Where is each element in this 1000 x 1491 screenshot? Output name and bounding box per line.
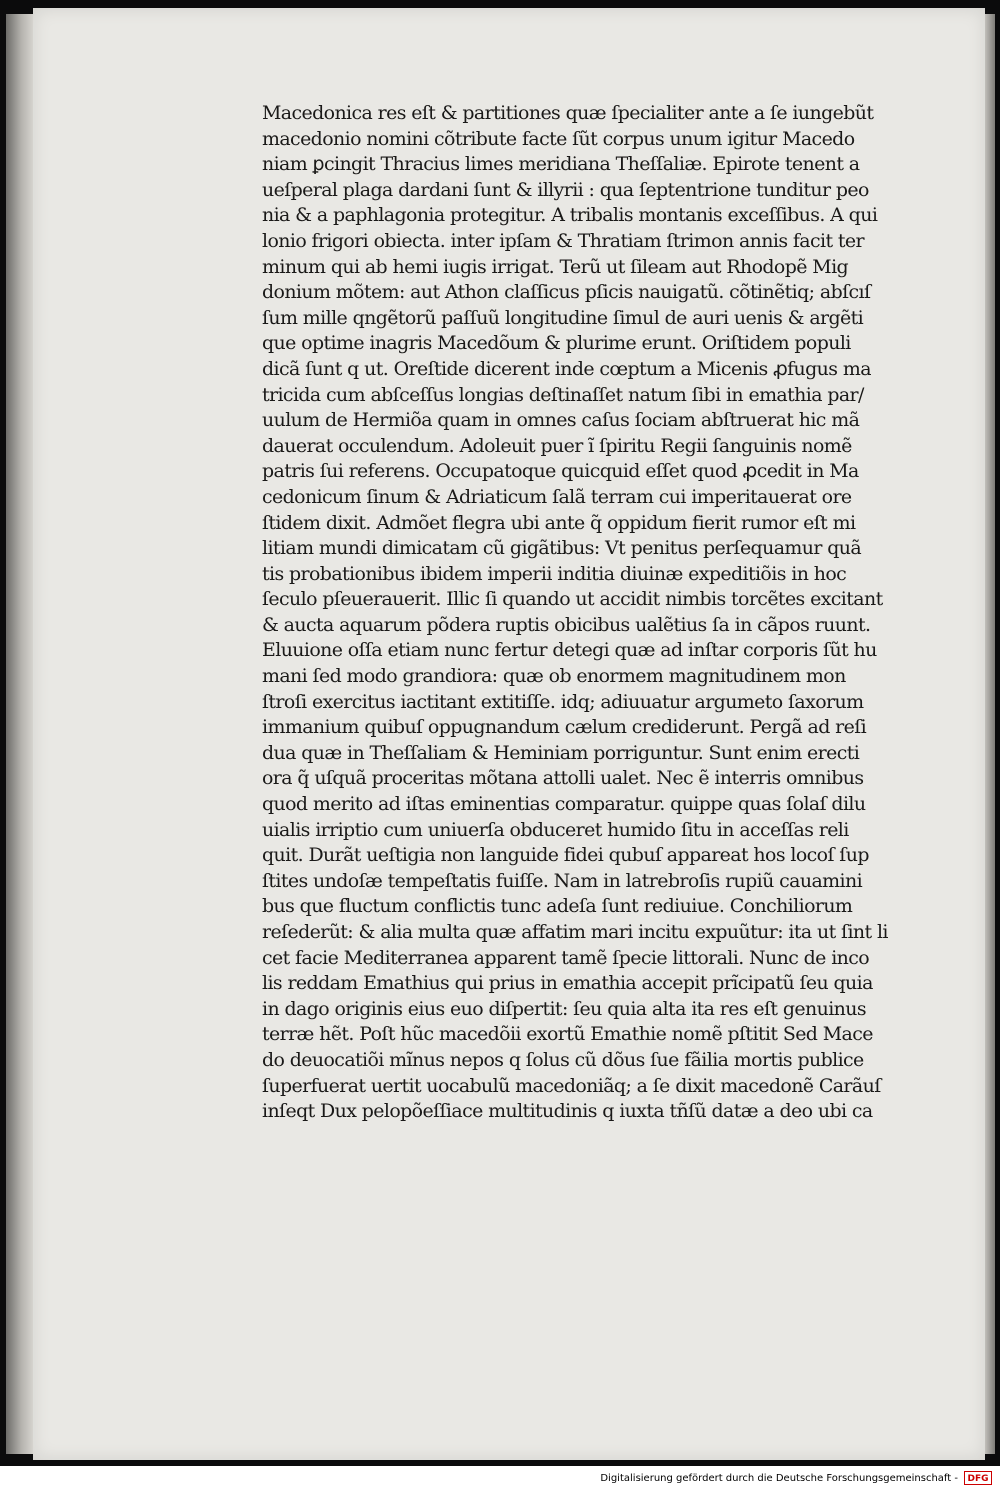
text-line: inſeqt Dux pelopõeſſiace multitudinis q iuxta tñſũ datæ a deo ubi ca bbox=[262, 1100, 873, 1123]
text-line: bus que fluctum conflictis tunc adeſa ſunt rediuiue. Conchiliorum bbox=[262, 895, 853, 918]
text-line: ueſperal plaga dardani ſunt & illyrii : qua ſeptentrione tunditur peo bbox=[262, 178, 869, 201]
text-line: ſuperfuerat uertit uocabulũ macedoniãq; a ſe dixit macedonẽ Carãuſ bbox=[262, 1074, 881, 1097]
text-line: ſtidem dixit. Admõet flegra ubi ante q̃ oppidum fierit rumor eſt mi bbox=[262, 511, 856, 534]
text-line: mani ſed modo grandiora: quæ ob enormem magnitudinem mon bbox=[262, 665, 846, 688]
dfg-logo-icon[interactable]: DFG bbox=[964, 1471, 992, 1485]
text-line: lis reddam Emathius qui prius in emathia accepit prĩcipatũ ſeu quia bbox=[262, 972, 873, 995]
text-line: cedonicum ſinum & Adriaticum ſalã terram cui imperitauerat ore bbox=[262, 485, 852, 508]
text-line: donium mõtem: aut Athon claſſicus pſicis nauigatũ. cõtinẽtiq; abſcıſ bbox=[262, 281, 871, 304]
text-line: reſederũt: & alia multa quæ affatim mari incitu expuũtur: ita ut ſint li bbox=[262, 921, 888, 943]
text-line: lonio frigori obiecta. inter ipſam & Thratiam ſtrimon annis facit ter bbox=[262, 229, 864, 252]
text-line: immanium quibuſ oppugnandum cælum crediderunt. Pergã ad reſi bbox=[262, 716, 867, 739]
text-line: Eluuione oſſa etiam nunc fertur detegi quæ ad inſtar corporis ſũt hu bbox=[262, 639, 877, 662]
text-line: dicã ſunt q ut. Oreſtide dicerent inde cœptum a Micenis ꝓfugus ma bbox=[262, 357, 871, 380]
text-line: ſtroſi exercitus iactitant extitiſſe. idq; adiuuatur argumeto ſaxorum bbox=[262, 690, 864, 713]
text-line: que optime inagris Macedõum & plurime erunt. Oriſtidem populi bbox=[262, 332, 851, 355]
page-edge-left bbox=[6, 14, 34, 1454]
footer-credit: Digitalisierung gefördert durch die Deutsche Forschungsgemeinschaft - bbox=[600, 1473, 958, 1484]
text-line: niam ꝑcingit Thracius limes meridiana Theſſaliæ. Epirote tenent a bbox=[262, 153, 860, 176]
text-line: ſtites undoſæ tempeſtatis fuiſſe. Nam in latrebroſis rupiũ cauamini bbox=[262, 869, 863, 892]
text-line: uialis irriptio cum uniuerſa obduceret humido ſitu in acceſſas reli bbox=[262, 818, 849, 841]
text-line: litiam mundi dimicatam cũ gigãtibus: Vt penitus perſequamur quã bbox=[262, 537, 862, 560]
text-line: tricida cum abſceſſus longias deſtinaſſet natum ſibi in emathia par/ bbox=[262, 383, 864, 406]
text-line: patris ſui referens. Occupatoque quicquid eſſet quod ꝓcedit in Ma bbox=[262, 460, 859, 483]
text-line: ſum mille qngẽtorũ paſſuũ longitudine ſimul de auri uenis & argẽti bbox=[262, 306, 864, 329]
text-line: uulum de Hermiõa quam in omnes caſus ſociam abſtruerat hic mã bbox=[262, 409, 860, 432]
text-line: Macedonica res eſt & partitiones quæ ſpecialiter ante a ſe iungebũt bbox=[262, 102, 874, 124]
text-line: dauerat occulendum. Adoleuit puer ĩ ſpiritu Regii ſanguinis nomẽ bbox=[262, 434, 852, 457]
text-line: ora q̃ uſquã proceritas mõtana attolli ualet. Nec ẽ interris omnibus bbox=[262, 767, 864, 790]
text-line: dua quæ in Theſſaliam & Heminiam porriguntur. Sunt enim erecti bbox=[262, 741, 860, 764]
text-line: terræ hẽt. Poſt hũc macedõii exortũ Emathie nomẽ pſtitit Sed Mace bbox=[262, 1023, 873, 1046]
text-line: minum qui ab hemi iugis irrigat. Terũ ut ſileam aut Rhodopẽ Mig bbox=[262, 255, 849, 278]
text-line: quod merito ad iſtas eminentias comparatur. quippe quas ſolaſ dilu bbox=[262, 793, 866, 816]
text-line: in dago originis eius euo diſpertit: ſeu quia alta ita res eſt genuinus bbox=[262, 997, 867, 1020]
text-line: & aucta aquarum põdera ruptis obicibus ualẽtius ſa in cãpos ruunt. bbox=[262, 613, 871, 636]
text-line: macedonio nomini cõtribute facte ſũt corpus unum igitur Macedo bbox=[262, 127, 855, 150]
body-text bbox=[262, 101, 982, 1125]
footer-bar bbox=[0, 1466, 1000, 1491]
text-line: do deuocatiõi mĩnus nepos q ſolus cũ dõus ſue fãilia mortis publice bbox=[262, 1048, 864, 1071]
text-line: nia & a paphlagonia protegitur. A tribalis montanis exceſſibus. A qui bbox=[262, 204, 878, 227]
text-line: tis probationibus ibidem imperii inditia diuinæ expeditiõis in hoc bbox=[262, 562, 847, 585]
text-line: cet facie Mediterranea apparent tamẽ ſpecie littorali. Nunc de inco bbox=[262, 946, 870, 969]
text-line: ſeculo pſeuerauerit. Illic ſi quando ut accidit nimbis torcẽtes excitant bbox=[262, 588, 883, 611]
text-line: quit. Durãt ueſtigia non languide fidei qubuſ appareat hos locoſ ſup bbox=[262, 844, 869, 867]
